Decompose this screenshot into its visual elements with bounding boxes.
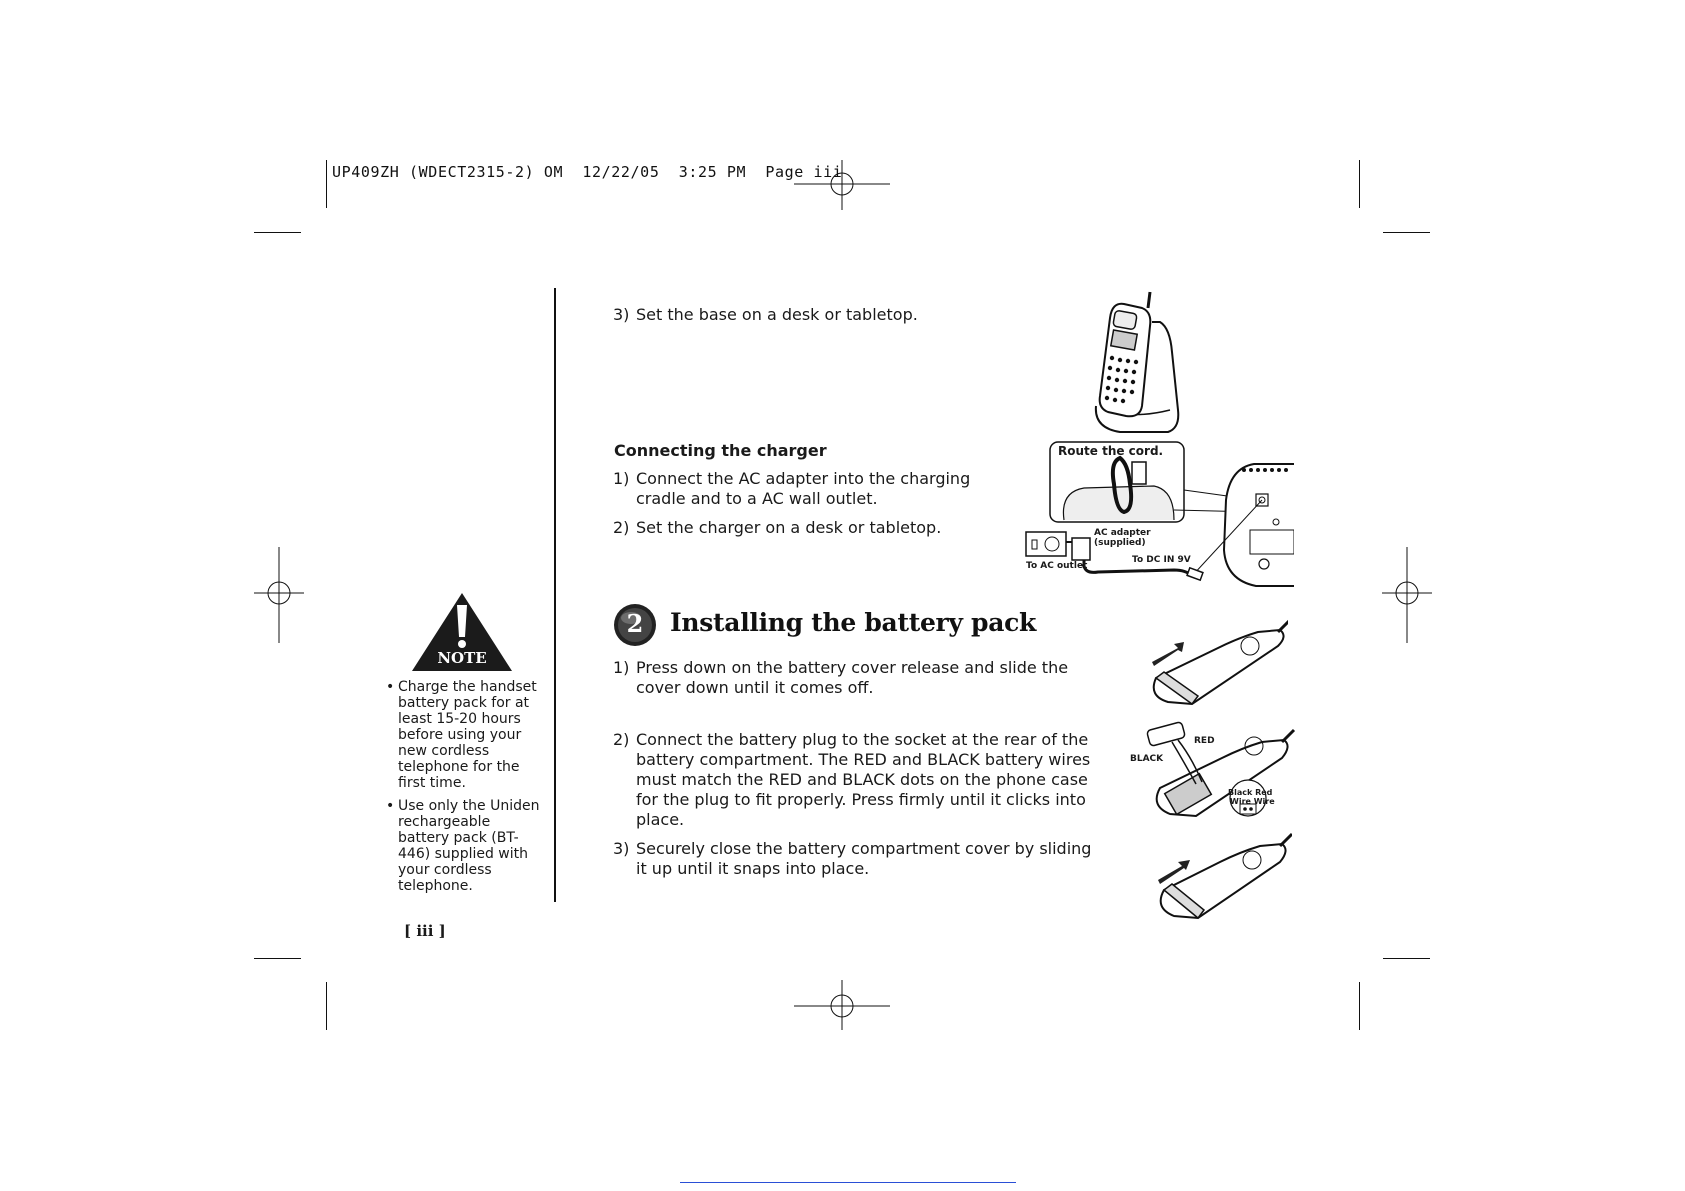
crop-mark: [1383, 958, 1430, 959]
battery-step-1: [613, 658, 1083, 698]
crop-mark: [1359, 160, 1360, 208]
crop-mark: [326, 982, 327, 1030]
page-number: [ iii ]: [404, 922, 446, 940]
print-slug: UP409ZH (WDECT2315-2) OM 12/22/05 3:25 PM Page iii: [332, 163, 843, 181]
battery-plug-illustration: [1126, 718, 1296, 828]
note-text: Charge the handset battery pack for at least 15-20 hours before using your new cordless telephone for the first time.: [398, 679, 537, 791]
black-wire-label: BLACK: [1130, 754, 1164, 764]
charger-connection-diagram: [1024, 440, 1294, 592]
red-wire-label: RED: [1194, 736, 1215, 746]
registration-mark-bottom: [794, 980, 890, 1030]
battery-cover-removal-illustration: [1128, 618, 1288, 712]
dc-in-label: To DC IN 9V: [1132, 555, 1191, 565]
registration-mark-left: [254, 547, 304, 643]
note-item: [386, 679, 542, 791]
step-text: Press down on the battery cover release and slide the cover down until it comes off.: [636, 658, 1069, 697]
step-number: 3): [613, 305, 630, 324]
note-warning-icon: [410, 591, 514, 673]
wire-legend-line-2: Wire Wire: [1230, 797, 1275, 806]
bullet-icon: •: [386, 679, 395, 695]
step-text: Connect the AC adapter into the charging cradle and to a AC wall outlet.: [636, 469, 971, 508]
base-step-3: [613, 305, 1033, 325]
step-number: 1): [613, 658, 630, 677]
charger-heading: Connecting the charger: [614, 441, 827, 460]
section-title: Installing the battery pack: [670, 608, 1037, 637]
note-text: Use only the Uniden rechargeable battery pack (BT-446) supplied with your cordless telephone.: [398, 798, 540, 894]
step-text: Set the charger on a desk or tabletop.: [636, 518, 942, 537]
step-number: 3): [613, 839, 630, 858]
crop-mark: [326, 160, 327, 208]
ac-adapter-supplied-label: (supplied): [1094, 538, 1146, 548]
section-number: 2: [626, 609, 644, 638]
step-text: Connect the battery plug to the socket at the rear of the battery compartment. The RED and BLACK battery wires must match the RED and BLACK dots on the phone case for the plug to fit properly. Press firmly until it clicks into place.: [636, 730, 1091, 829]
battery-cover-close-illustration: [1142, 828, 1292, 924]
column-divider: [554, 288, 556, 902]
battery-step-2: [613, 730, 1093, 830]
charger-step-2: [613, 518, 1013, 538]
step-text: Securely close the battery compartment cover by sliding it up until it snaps into place.: [636, 839, 1092, 878]
registration-mark-right: [1382, 547, 1432, 643]
wire-legend-line-1: Black Red: [1228, 788, 1273, 797]
step-number: 2): [613, 518, 630, 537]
crop-mark: [254, 958, 301, 959]
note-label: NOTE: [437, 649, 487, 667]
note-item: [386, 798, 542, 894]
step-number: 2): [613, 730, 630, 749]
crop-mark: [1383, 232, 1430, 233]
registration-mark-top: [794, 160, 890, 210]
battery-step-3: [613, 839, 1093, 879]
charger-step-1: [613, 469, 1013, 509]
step-number: 1): [613, 469, 630, 488]
route-cord-label: Route the cord.: [1058, 444, 1164, 458]
crop-mark: [254, 232, 301, 233]
section-number-badge: [613, 603, 657, 647]
step-text: Set the base on a desk or tabletop.: [636, 305, 918, 324]
crop-mark: [1359, 982, 1360, 1030]
ac-outlet-label: To AC outlet: [1026, 561, 1088, 571]
ac-adapter-label: AC adapter: [1094, 528, 1151, 538]
bottom-link-underline: [680, 1182, 1016, 1183]
handset-in-base-illustration: [1090, 288, 1180, 440]
bullet-icon: •: [386, 798, 395, 814]
note-list: [386, 679, 542, 901]
